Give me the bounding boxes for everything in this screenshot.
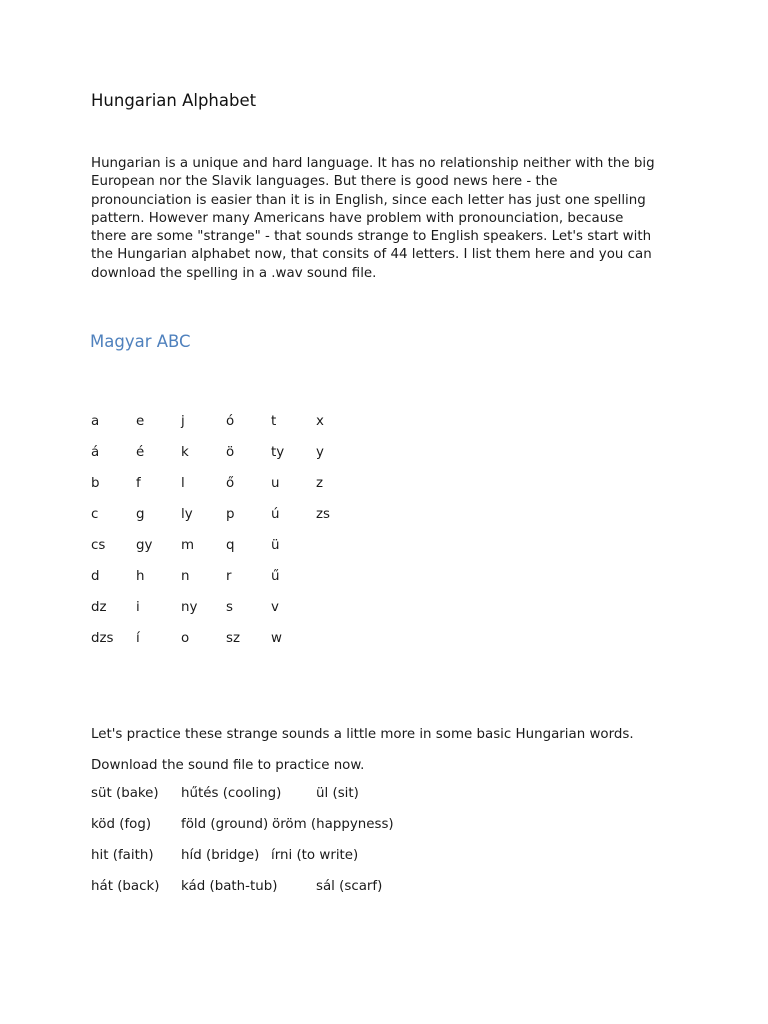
letter: w: [271, 631, 282, 646]
letter: m: [181, 538, 195, 553]
letter: b: [91, 476, 100, 491]
letter: h: [136, 569, 145, 584]
letter: á: [91, 445, 100, 460]
intro-line: there are some "strange" - that sounds strange to English speakers. Let's start with: [91, 229, 652, 245]
letter: u: [271, 476, 280, 491]
word-example: hit (faith): [91, 848, 154, 863]
letter: í: [136, 631, 140, 646]
intro-line: European nor the Slavik languages. But there is good news here - the: [91, 174, 558, 190]
letter: s: [226, 600, 233, 615]
letter: ö: [226, 445, 235, 460]
page-title: Hungarian Alphabet: [91, 91, 257, 110]
letter: j: [181, 414, 185, 429]
letter: f: [136, 476, 141, 491]
letter: k: [181, 445, 189, 460]
letter: a: [91, 414, 100, 429]
download-note: Download the sound file to practice now.: [91, 758, 365, 773]
intro-line: pattern. However many Americans have problem with pronounciation, because: [91, 210, 624, 226]
letter: ny: [181, 600, 198, 615]
letter: ő: [226, 476, 235, 491]
letter: ty: [271, 445, 285, 460]
word-example: süt (bake): [91, 786, 159, 801]
letter: ly: [181, 507, 193, 522]
letter: z: [316, 476, 324, 491]
letter: l: [181, 476, 185, 491]
letter: x: [316, 414, 324, 429]
letter: n: [181, 569, 190, 584]
letter: dz: [91, 600, 107, 615]
letter: zs: [316, 507, 331, 522]
word-example: köd (fog): [91, 817, 152, 832]
letter: cs: [91, 538, 106, 553]
letter: q: [226, 538, 235, 553]
letter: p: [226, 507, 235, 522]
word-example: öröm (happyness): [272, 817, 394, 832]
intro-line: download the spelling in a .wav sound file.: [91, 265, 377, 281]
letter: c: [91, 507, 99, 522]
letter: i: [136, 600, 140, 615]
practice-intro: Let's practice these strange sounds a little more in some basic Hungarian words.: [91, 727, 634, 742]
intro-line: pronounciation is easier than it is in English, since each letter has just one spelling: [91, 192, 646, 208]
letter: d: [91, 569, 100, 584]
word-example: hát (back): [91, 879, 160, 894]
word-example: ül (sit): [316, 786, 359, 801]
word-example: híd (bridge): [181, 848, 260, 863]
letter: ü: [271, 538, 280, 553]
intro-line: Hungarian is a unique and hard language. It has no relationship neither with the big: [91, 156, 655, 171]
letter: v: [271, 600, 279, 615]
letter: t: [271, 414, 277, 429]
letter: dzs: [91, 631, 114, 646]
section-heading: Magyar ABC: [90, 332, 191, 351]
letter: ó: [226, 414, 235, 429]
letter: e: [136, 414, 145, 429]
word-example: sál (scarf): [316, 879, 383, 894]
word-example: kád (bath-tub): [181, 879, 278, 894]
letter: ú: [271, 507, 280, 522]
letter: r: [226, 569, 232, 584]
letter: ű: [271, 569, 280, 584]
intro-paragraph: [91, 155, 691, 283]
letter: gy: [136, 538, 153, 553]
letter: sz: [226, 631, 241, 646]
intro-line: the Hungarian alphabet now, that consits of 44 letters. I list them here and you can: [91, 247, 652, 263]
letter: é: [136, 445, 145, 460]
word-example: hűtés (cooling): [181, 786, 282, 801]
letter: y: [316, 445, 324, 460]
word-example: írni (to write): [271, 848, 359, 863]
word-example: föld (ground): [181, 817, 269, 832]
letter: o: [181, 631, 190, 646]
letter: g: [136, 507, 145, 522]
